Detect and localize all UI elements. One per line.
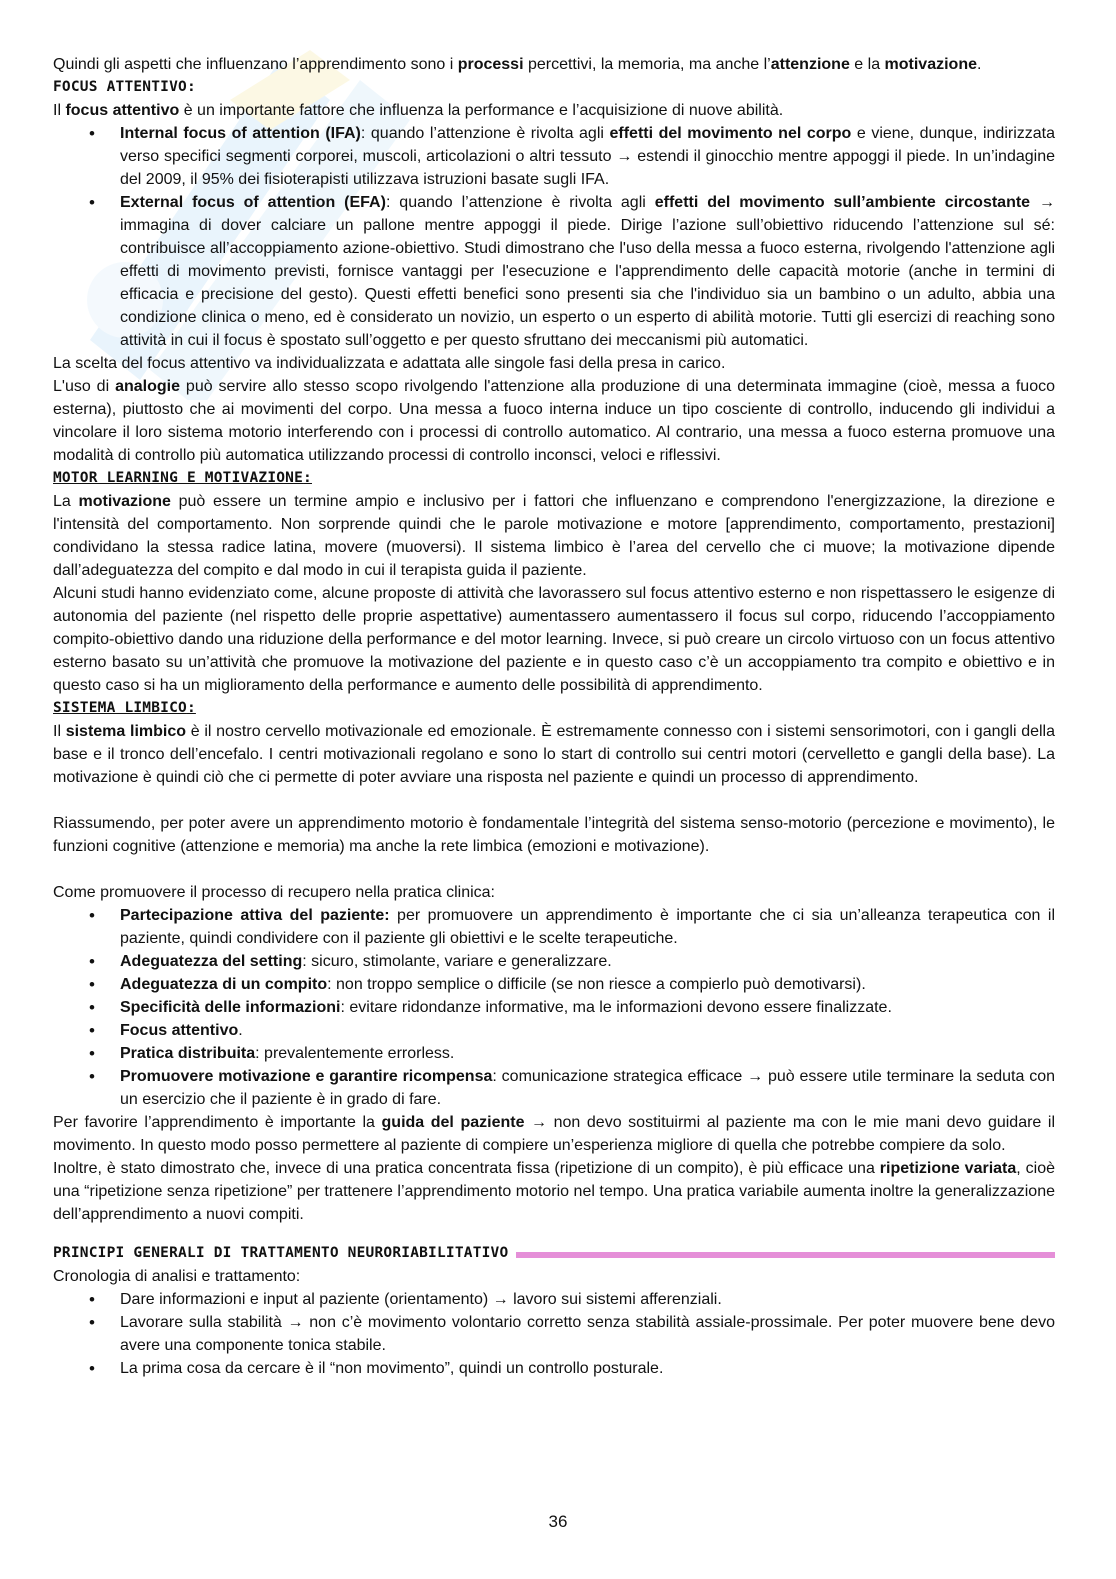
document-page	[53, 53, 1055, 1380]
list-item: • Specificità delle informazioni: evitare ridondanze informative, ma le informazioni devono essere finalizzate.	[120, 996, 1055, 1019]
variation-paragraph: Inoltre, è stato dimostrato che, invece di una pratica concentrata fissa (ripetizione di un compito), è più efficace una ripetizione variata, cioè una “ripetizione senza ripetizione” per trattenere l’apprendimento motorio nel tempo. Una pratica variabile aumenta inoltre la generalizzazione dell’apprendimento a nuovi compiti.	[53, 1160, 1055, 1223]
intro-paragraph: Quindi gli aspetti che influenzano l’apprendimento sono i processi percettivi, la memoria, ma anche l’attenzione e la motivazione.	[53, 56, 982, 73]
list-item: • Partecipazione attiva del paziente: per promuovere un apprendimento è importante che ci sia un’alleanza terapeutica con il paziente, quindi condividere con il paziente gli obiettivi e le scelte terapeutiche.	[120, 904, 1055, 950]
focus-choice-paragraph: La scelta del focus attentivo va individualizzata e adattata alle singole fasi della presa in carico.	[53, 355, 726, 372]
list-item: • Focus attentivo.	[120, 1019, 1055, 1042]
principles-list	[53, 1288, 1055, 1380]
limbic-paragraph: Il sistema limbico è il nostro cervello motivazionale ed emozionale. È estremamente connesso con i sistemi sensorimotori, con i gangli della base e il tronco dell’encefalo. I centri motivazionali regolano e sono lo start di controllo sui centri motori (cervelletto e gangli della base). La motivazione è quindi ciò che ci permette di poter avviare una risposta nel paziente e quindi un processo di apprendimento.	[53, 723, 1056, 786]
heading-rule	[516, 1252, 1055, 1258]
list-item: • Adeguatezza di un compito: non troppo semplice o difficile (se non riesce a compierlo può demotivarsi).	[120, 973, 1055, 996]
limbic-heading: SISTEMA LIMBICO:	[53, 700, 196, 716]
summary-paragraph: Riassumendo, per poter avere un apprendimento motorio è fondamentale l’integrità del sistema senso-motorio (percezione e movimento), le funzioni cognitive (attenzione e memoria) ma anche la rete limbica (emozioni e motivazione).	[53, 815, 1055, 855]
recovery-list	[53, 904, 1055, 1111]
focus-list	[53, 122, 1055, 352]
list-item: • Pratica distribuita: prevalentemente errorless.	[120, 1042, 1055, 1065]
focus-heading: FOCUS ATTENTIVO:	[53, 79, 196, 95]
list-item: • External focus of attention (EFA): quando l’attenzione è rivolta agli effetti del movimento sull’ambiente circostante → immagina di dover calciare un pallone mentre appoggi il piede. Dirige l’azione sull’obiettivo riducendo l’attenzione sul sé: contribuisce all’accoppiamento azione-obiettivo. Studi dimostrano che l'uso della messa a fuoco esterna, rivolgendo l'attenzione agli effetti di movimento previsti, fornisce vantaggi per l'esecuzione e l'apprendimento delle capacità motorie (anche in termini di efficacia e precisione del gesto). Questi effetti benefici sono presenti sia che l'individuo sia un bambino o un adulto, abbia una condizione clinica o meno, ed è considerato un novizio, un esperto o un esperto di abilità motorie. Tutti gli esercizi di reaching sono attività in cui il focus è spostato sull’oggetto e per questo sfruttano dei meccanismi più automatici.	[120, 191, 1055, 352]
motor-learning-heading: MOTOR LEARNING E MOTIVAZIONE:	[53, 470, 312, 486]
principles-heading: PRINCIPI GENERALI DI TRATTAMENTO NEURORIABILITATIVO	[53, 1245, 509, 1261]
motivation-paragraph: La motivazione può essere un termine ampio e inclusivo per i fattori che influenzano e comprendono l'energizzazione, la direzione e l'intensità del comportamento. Non sorprende quindi che le parole motivazione e motore [apprendimento, comportamento, prestazioni] condividano la stessa radice latina, movere (muoversi). Il sistema limbico è l’area del cervello che ci muove; la motivazione dipende dall’adeguatezza del compito e dal modo in cui il terapista guida il paziente.	[53, 493, 1055, 579]
page-number: 36	[548, 1512, 568, 1531]
principles-intro: Cronologia di analisi e trattamento:	[53, 1268, 301, 1285]
list-item: • La prima cosa da cercare è il “non movimento”, quindi un controllo posturale.	[120, 1357, 1055, 1380]
focus-paragraph: Il focus attentivo è un importante fattore che influenza la performance e l’acquisizione di nuove abilità.	[53, 102, 784, 119]
studies-paragraph: Alcuni studi hanno evidenziato come, alcune proposte di attività che lavorassero sul focus attentivo esterno e non rispettassero le esigenze di autonomia del paziente (nel rispetto delle proprie aspettative) aumentassero aumentassero il focus sul corpo, riducendo l’accoppiamento compito-obiettivo dando una riduzione della performance e del motor learning. Invece, si può creare un circolo virtuoso con un focus attentivo esterno basato su un’attività che promuove la motivazione del paziente e in questo caso c’è un accoppiamento tra compito e obiettivo e in questo caso si ha un miglioramento della performance e aumento delle possibilità di apprendimento.	[53, 585, 1055, 694]
principles-heading-row	[53, 1242, 1055, 1265]
list-item: • Internal focus of attention (IFA): quando l’attenzione è rivolta agli effetti del movimento nel corpo e viene, dunque, indirizzata verso specifici segmenti corporei, muscoli, articolazioni o altri tessuto → estendi il ginocchio mentre appoggi il piede. In un’indagine del 2009, il 95% dei fisioterapisti utilizzava istruzioni basate sugli IFA.	[120, 122, 1055, 191]
analogies-paragraph: L'uso di analogie può servire allo stesso scopo rivolgendo l'attenzione alla produzione di una determinata immagine (cioè, messa a fuoco esterna), piuttosto che ai movimenti del corpo. Una messa a fuoco interna induce un tipo cosciente di controllo, inducendo gli individui a vincolare il loro sistema motorio interferendo con i processi di controllo automatico. Al contrario, una messa a fuoco esterna promuove una modalità di controllo più automatica utilizzando processi di controllo inconsci, veloci e riflessivi.	[53, 378, 1056, 464]
list-item: • Promuovere motivazione e garantire ricompensa: comunicazione strategica efficace → può essere utile terminare la seduta con un esercizio che il paziente è in grado di fare.	[120, 1065, 1055, 1111]
list-item: • Lavorare sulla stabilità → non c’è movimento volontario corretto senza stabilità assiale-prossimale. Per poter muovere bene devo avere una componente tonica stabile.	[120, 1311, 1055, 1357]
list-item: • Dare informazioni e input al paziente (orientamento) → lavoro sui sistemi afferenziali.	[120, 1288, 1055, 1311]
list-item: • Adeguatezza del setting: sicuro, stimolante, variare e generalizzare.	[120, 950, 1055, 973]
recovery-intro: Come promuovere il processo di recupero nella pratica clinica:	[53, 884, 495, 901]
guide-paragraph: Per favorire l’apprendimento è importante la guida del paziente → non devo sostituirmi al paziente ma con le mie mani devo guidare il movimento. In questo modo posso permettere al paziente di compiere un’esperienza migliore di quella che potrebbe compiere da solo.	[53, 1114, 1056, 1154]
